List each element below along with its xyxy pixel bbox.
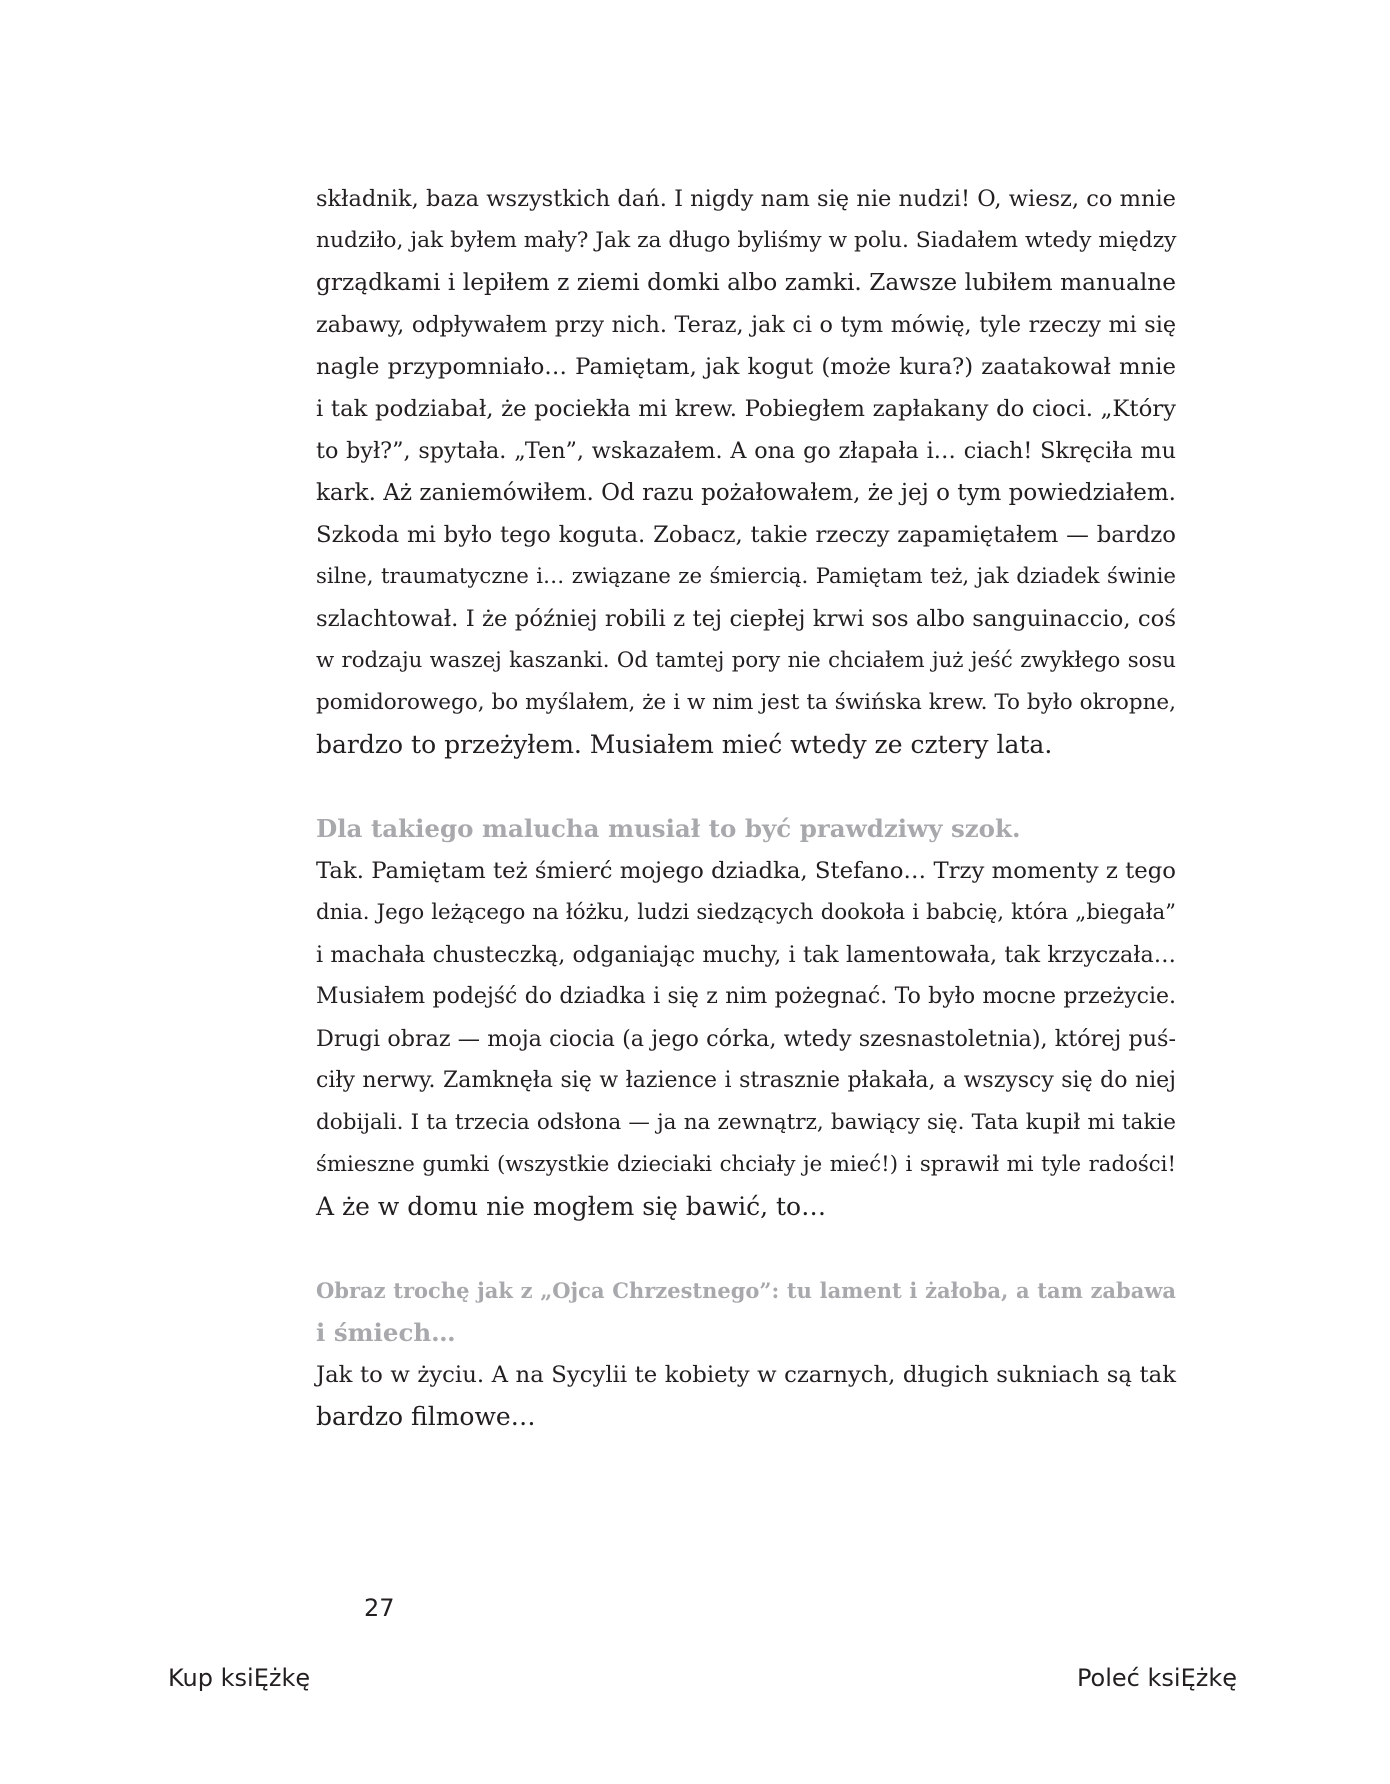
question-line: i śmiech… xyxy=(316,1318,456,1347)
text-line: nagle przypomniało… Pamiętam, jak kogut (może kura?) zaatakował mnie xyxy=(316,354,1176,380)
text-line: Jak to w życiu. A na Sycylii te kobiety w czarnych, długich sukniach są tak xyxy=(316,1362,1176,1388)
text-line: zabawy, odpływałem przy nich. Teraz, jak ci o tym mówię, tyle rzeczy mi się xyxy=(316,312,1176,338)
text-line: bardzo to przeżyłem. Musiałem mieć wtedy ze cztery lata. xyxy=(316,730,1053,759)
text-line: szlachtował. I że później robili z tej ciepłej krwi sos albo sanguinaccio, coś xyxy=(316,606,1176,632)
question-line: Obraz trochę jak z „Ojca Chrzestnego”: tu lament i żałoba, a tam zabawa xyxy=(316,1278,1176,1303)
text-line: ciły nerwy. Zamknęła się w łazience i strasznie płakała, a wszyscy się do niej xyxy=(316,1068,1176,1093)
text-line: i machała chusteczką, odganiając muchy, i tak lamentowała, tak krzyczała… xyxy=(316,942,1176,968)
text-line: grządkami i lepiłem z ziemi domki albo zamki. Zawsze lubiłem manualne xyxy=(316,269,1176,296)
text-line: i tak podziabał, że pociekła mi krew. Pobiegłem zapłakany do cioci. „Który xyxy=(316,396,1176,422)
interview-question-2 xyxy=(316,1270,1176,1354)
text-line: Musiałem podejść do dziadka i się z nim pożegnać. To było mocne przeżycie. xyxy=(316,984,1176,1009)
text-line: bardzo filmowe… xyxy=(316,1402,536,1431)
text-line: kark. Aż zaniemówiłem. Od razu pożałowałem, że jej o tym powiedziałem. xyxy=(316,480,1176,506)
question-line: Dla takiego malucha musiał to być prawdziwy szok. xyxy=(316,814,1021,843)
text-line: to był?”, spytała. „Ten”, wskazałem. A ona go złapała i… ciach! Skręciła mu xyxy=(316,438,1176,464)
text-line: śmieszne gumki (wszystkie dzieciaki chciały je mieć!) i sprawił mi tyle radości! xyxy=(316,1152,1176,1177)
text-line: pomidorowego, bo myślałem, że i w nim jest ta świńska krew. To było okropne, xyxy=(316,690,1176,715)
text-line: silne, traumatyczne i… związane ze śmiercią. Pamiętam też, jak dziadek świnie xyxy=(316,564,1176,589)
text-line: Tak. Pamiętam też śmierć mojego dziadka, Stefano… Trzy momenty z tego xyxy=(316,858,1176,884)
buy-book-link[interactable]: Kup ksiĘżkę xyxy=(168,1664,311,1692)
body-text xyxy=(316,178,1176,1438)
text-line: Szkoda mi było tego koguta. Zobacz, takie rzeczy zapamiętałem — bardzo xyxy=(316,522,1176,548)
text-line: składnik, baza wszystkich dań. I nigdy nam się nie nudzi! O, wiesz, co mnie xyxy=(316,186,1176,212)
recommend-book-link[interactable]: Poleć ksiĘżkę xyxy=(1076,1664,1237,1692)
answer-2 xyxy=(316,1354,1176,1438)
text-line: Drugi obraz — moja ciocia (a jego córka, wtedy szesnastoletnia), której puś- xyxy=(316,1026,1176,1052)
answer-1 xyxy=(316,850,1176,1228)
text-line: A że w domu nie mogłem się bawić, to… xyxy=(316,1192,827,1221)
text-line: w rodzaju waszej kaszanki. Od tamtej pory nie chciałem już jeść zwykłego sosu xyxy=(316,648,1176,673)
interview-question-1 xyxy=(316,808,1176,850)
page-number: 27 xyxy=(364,1594,395,1622)
text-line: dnia. Jego leżącego na łóżku, ludzi siedzących dookoła i babcię, która „biegała” xyxy=(316,900,1176,925)
paragraph-1 xyxy=(316,178,1176,766)
text-line: dobijali. I ta trzecia odsłona — ja na zewnątrz, bawiący się. Tata kupił mi takie xyxy=(316,1110,1176,1135)
text-line: nudziło, jak byłem mały? Jak za długo byliśmy w polu. Siadałem wtedy między xyxy=(316,228,1177,253)
